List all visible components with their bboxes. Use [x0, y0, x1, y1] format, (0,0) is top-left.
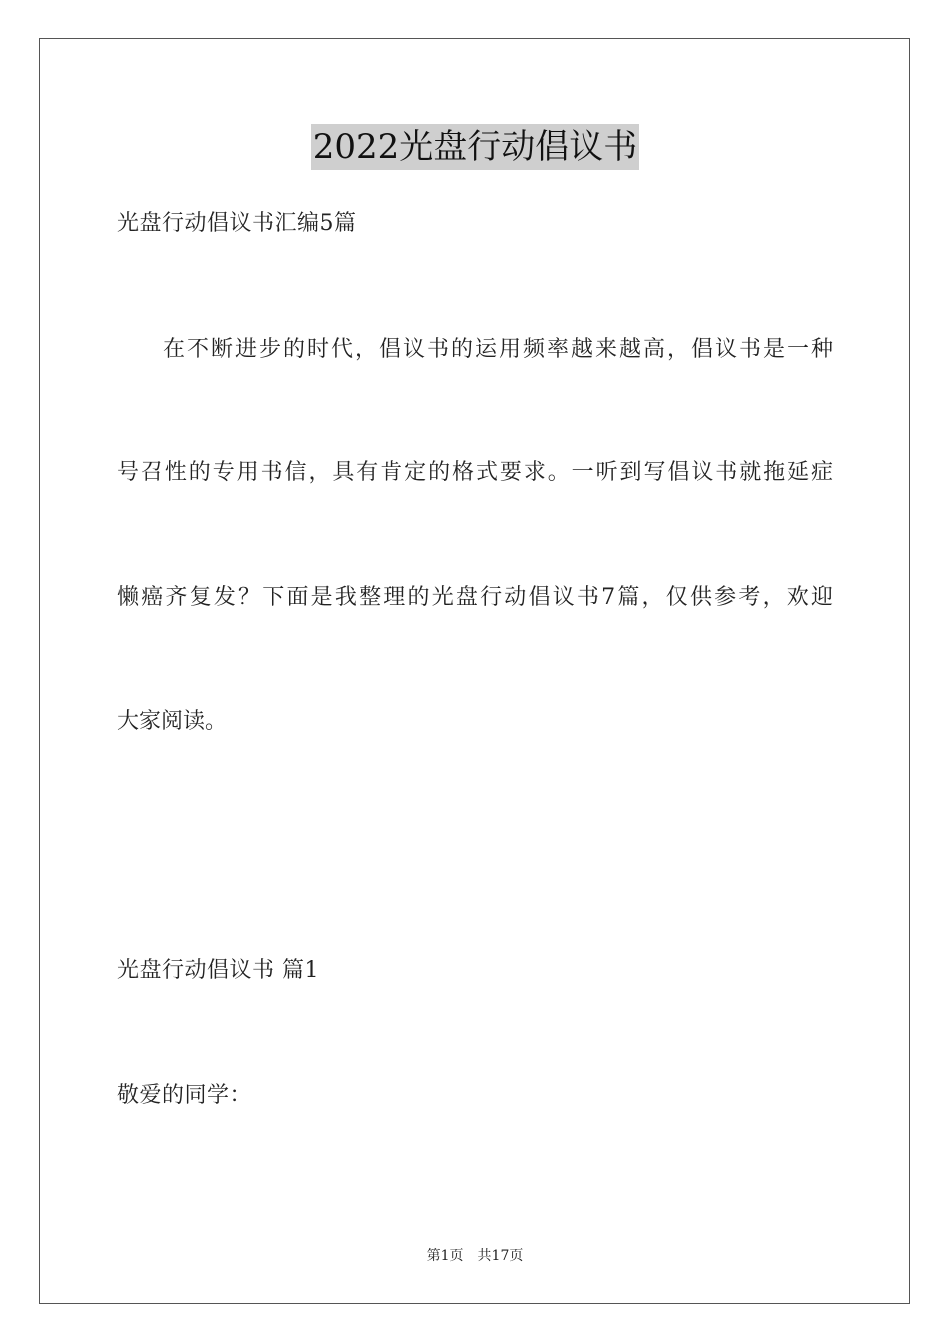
- intro-paragraph-line: 懒癌齐复发？下面是我整理的光盘行动倡议书7篇，仅供参考，欢迎: [117, 585, 833, 610]
- title-container: [0, 124, 950, 170]
- section-heading: 光盘行动倡议书 篇1: [117, 958, 319, 983]
- page-footer: [0, 1246, 950, 1266]
- salutation: 敬爱的同学：: [117, 1083, 253, 1108]
- intro-paragraph-line: 号召性的专用书信，具有肯定的格式要求。一听到写倡议书就拖延症: [117, 460, 833, 485]
- document-subtitle: 光盘行动倡议书汇编5篇: [117, 211, 357, 236]
- page-total: 共17页: [477, 1248, 524, 1264]
- intro-paragraph-line: 在不断进步的时代，倡议书的运用频率越来越高，倡议书是一种: [163, 337, 833, 362]
- page-number: 第1页: [426, 1248, 464, 1264]
- intro-paragraph-line: 大家阅读。: [117, 709, 228, 734]
- document-title: 2022光盘行动倡议书: [311, 124, 640, 170]
